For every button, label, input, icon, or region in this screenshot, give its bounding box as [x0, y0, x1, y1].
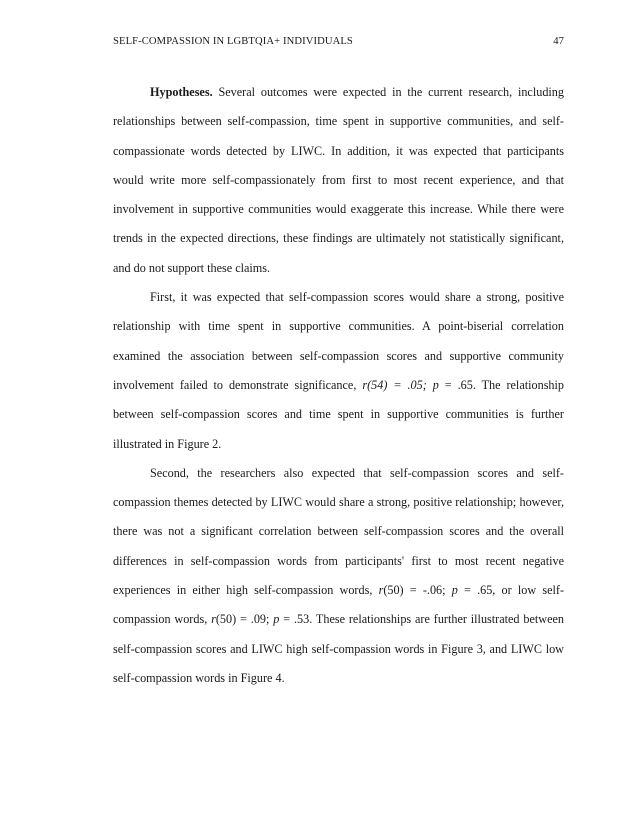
- statistic-r: r: [378, 583, 384, 598]
- statistic-r: r: [211, 612, 216, 627]
- hypotheses-heading: Hypotheses.: [150, 85, 213, 99]
- paragraph-text: = .65. The relationship between self-compassion scores and time spent in supportive communities is further illustrated in Figure 2.: [113, 377, 565, 451]
- statistic-p: p: [451, 583, 458, 598]
- paragraph-text: First, it was expected that self-compassion scores would share a strong, positive relationship with time spent in supportive communities. A point-biserial correlation examined the association between self-compassion scores and supportive community involvement failed to demonstrate significance: [113, 290, 564, 392]
- statistic-p: p: [273, 612, 280, 627]
- page-number: 47: [553, 36, 564, 47]
- running-head: [113, 36, 564, 52]
- statistic-italic: , r(54) = .05; p: [353, 377, 439, 392]
- paragraph-text: (50) = .09;: [215, 612, 274, 627]
- paragraph-text: Several outcomes were expected in the current research, including relationships between self-compassion, time spent in supportive communities, and self-compassionate words detected by LIWC. In addition, it was expected that participants would write more self-compassionately from first to most recent experience, and that involvement in supportive communities would exaggerate this increase. While there were trends in the expected directions, these findings are ultimately not statistically significant, and do not support these claims.: [113, 85, 564, 275]
- paragraph-first-expectation: [113, 283, 564, 459]
- paragraph-text: = .53. These relationships are further illustrated between self-compassion scores and LIWC high self-compassion words in Figure 3, and LIWC low self-compassion words in Figure 4.: [113, 612, 564, 685]
- paragraph-hypotheses: [113, 78, 564, 283]
- paragraph-text: = .65, or low self-compassion words,: [113, 583, 564, 627]
- paragraph-second-expectation: [113, 459, 564, 693]
- paragraph-text: Second, the researchers also expected that self-compassion scores and self-compassion themes detected by LIWC would share a strong, positive relationship; however, there was not a significant correlation between self-compassion scores and the overall differences in self-compassion words from participants' first to most recent negative experiences in either high self-compassion words,: [113, 465, 564, 598]
- body-text: [113, 78, 564, 693]
- running-head-title: SELF-COMPASSION IN LGBTQIA+ INDIVIDUALS: [113, 36, 353, 47]
- paragraph-text: (50) = -.06;: [383, 583, 452, 598]
